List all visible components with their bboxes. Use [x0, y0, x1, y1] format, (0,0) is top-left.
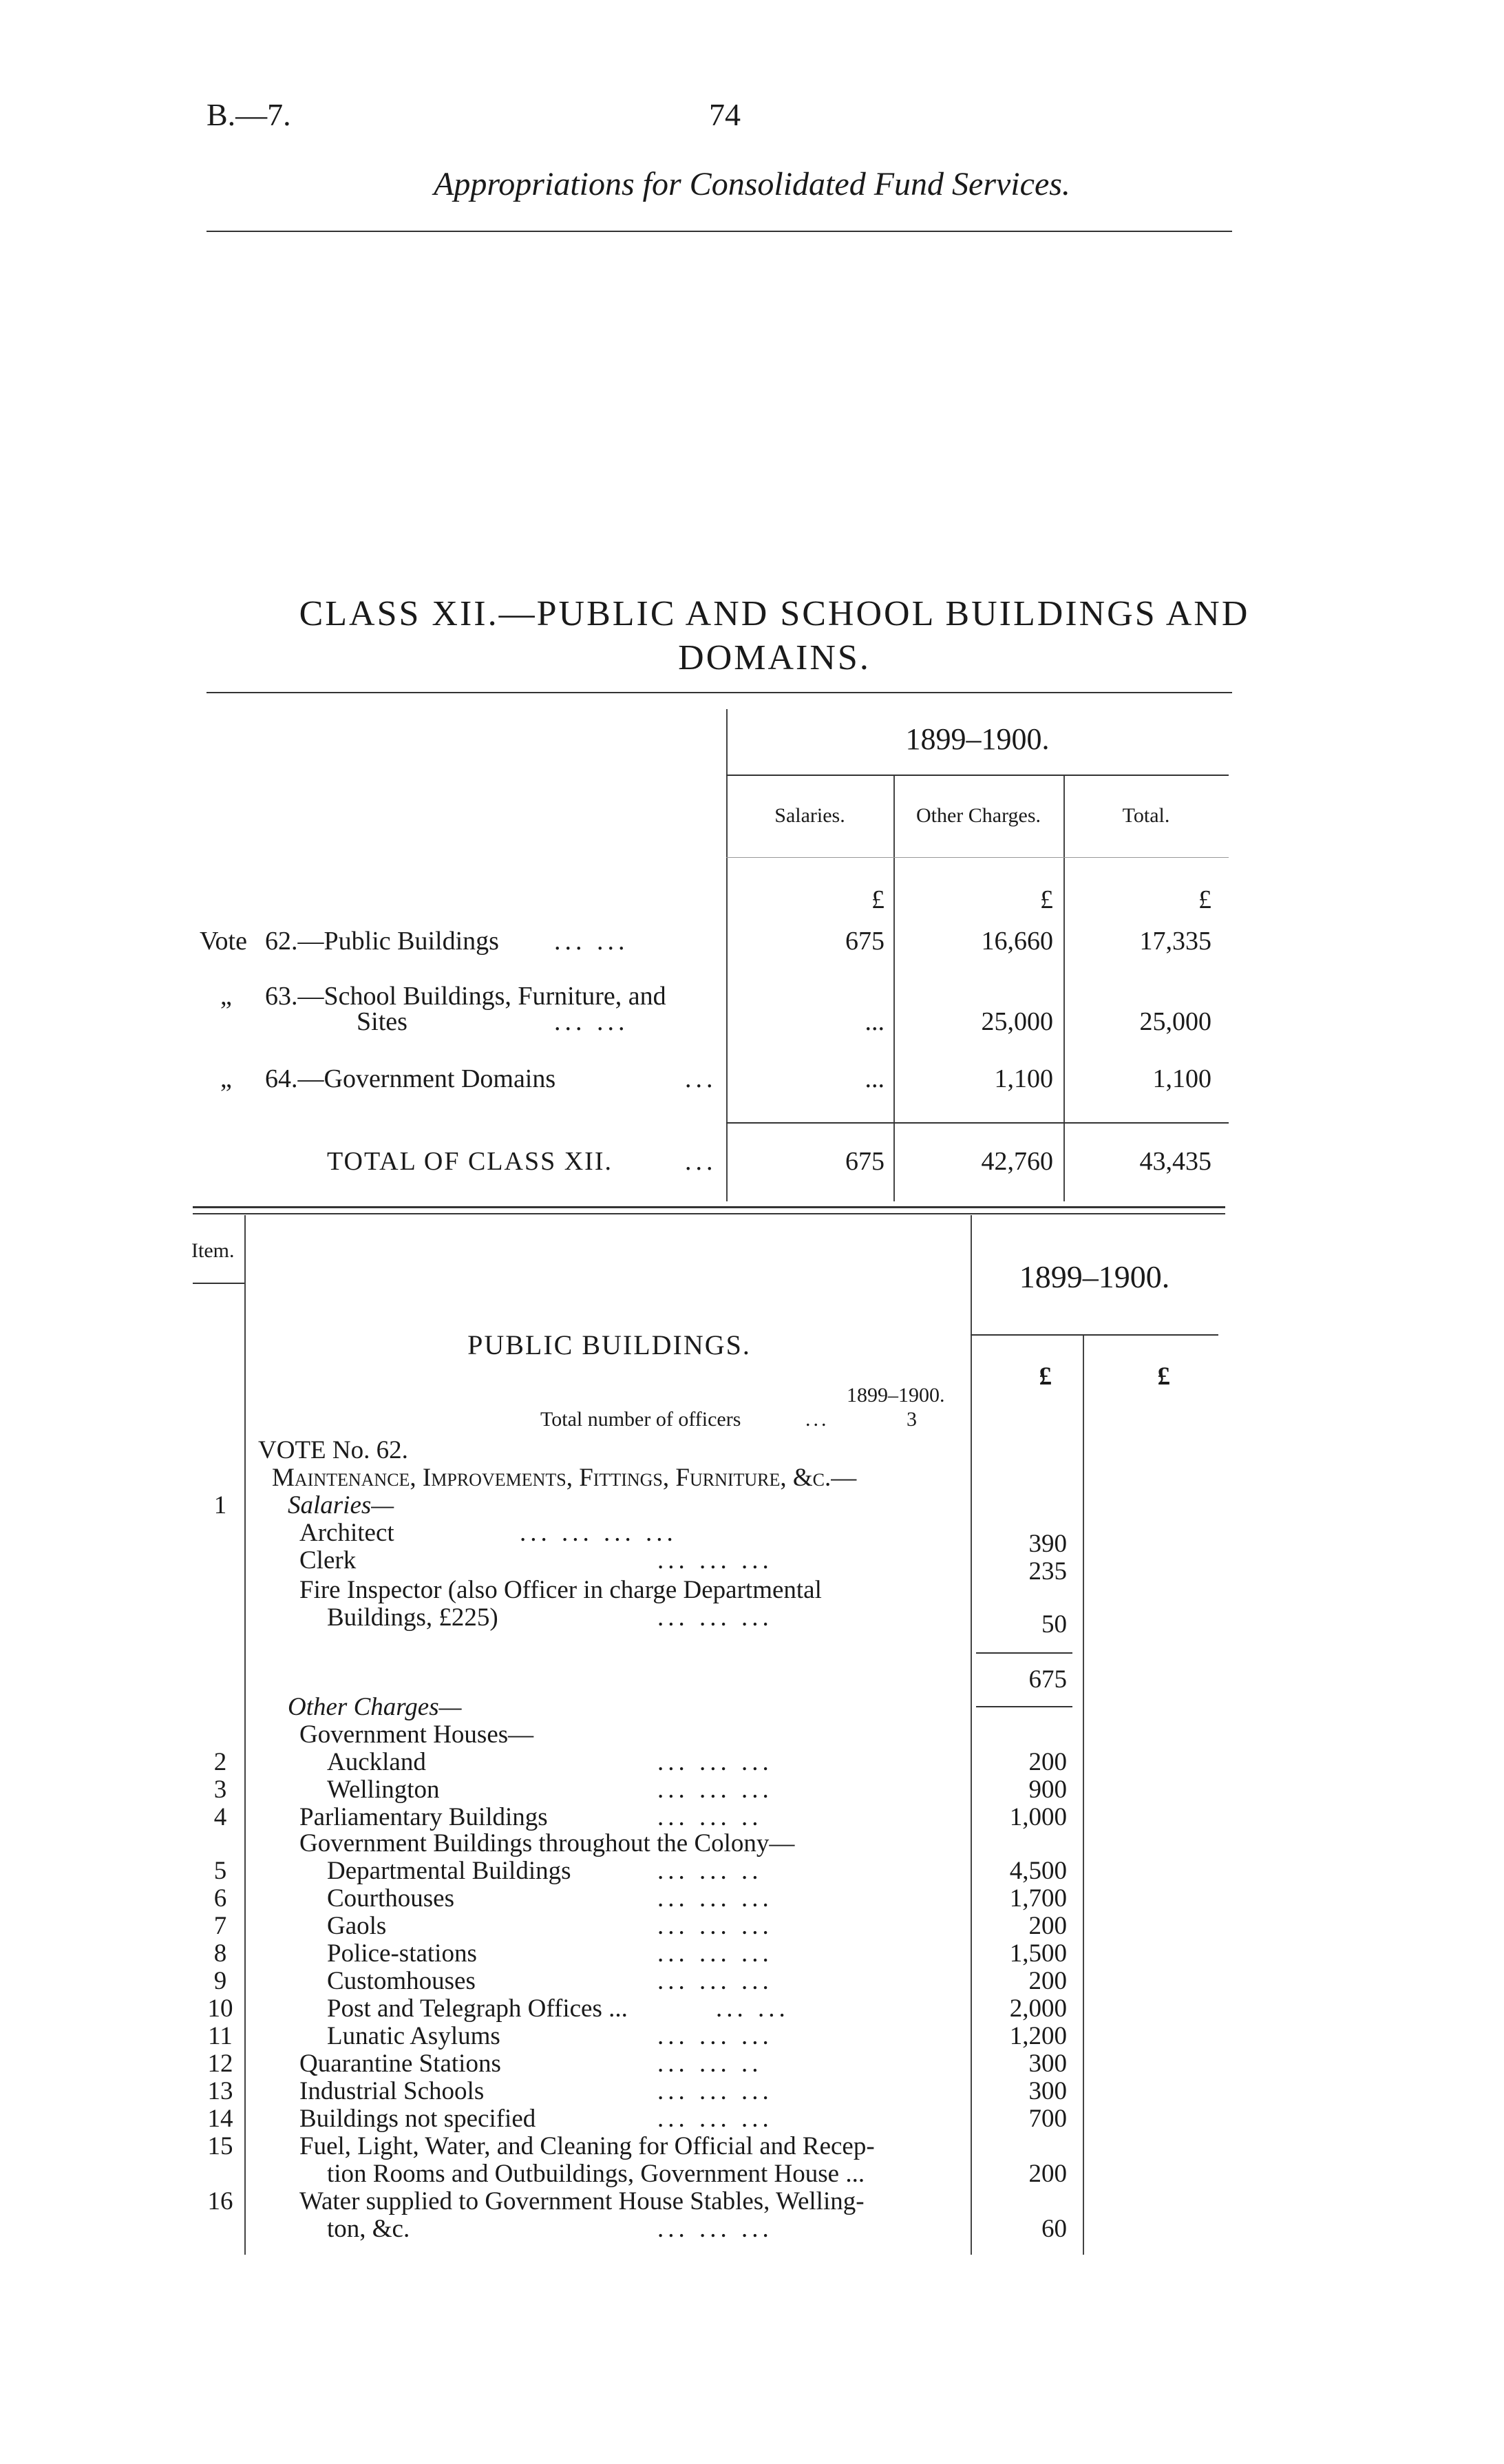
- item-dots: ... ... ..: [657, 1803, 763, 1831]
- salary-amount: 390: [1028, 1530, 1067, 1558]
- summary-head-rule: [726, 857, 1229, 858]
- summary-row-other: 25,000: [981, 1007, 1053, 1036]
- item-amount: 1,500: [1009, 1939, 1067, 1968]
- item-number: 5: [213, 1857, 227, 1885]
- detail-year-rule: [971, 1334, 1218, 1336]
- summary-currency: £: [1198, 885, 1211, 914]
- item-number: 9: [213, 1967, 227, 1995]
- item-dots: ... ... ...: [657, 2215, 773, 2243]
- item-amount: 700: [1028, 2105, 1067, 2133]
- item-amount: 200: [1028, 1748, 1067, 1776]
- detail-currency: £: [1157, 1362, 1170, 1391]
- summary-row-total: 25,000: [1139, 1007, 1211, 1036]
- item-number: 6: [213, 1884, 227, 1913]
- item-number: 15: [207, 2132, 233, 2160]
- item-label: Quarantine Stations: [299, 2050, 501, 2078]
- item-dots: ... ... ...: [657, 1884, 773, 1913]
- summary-total-label: TOTAL OF CLASS XII.: [327, 1147, 613, 1176]
- item-label: Buildings not specified: [299, 2105, 536, 2133]
- summary-row-prefix: „: [220, 1064, 232, 1093]
- item-number: 4: [213, 1803, 227, 1831]
- item-number: 13: [207, 2077, 233, 2105]
- item-number: 12: [207, 2050, 233, 2078]
- summary-row-prefix: „: [220, 982, 232, 1011]
- summary-divider-1: [726, 709, 728, 1201]
- summary-row-total: 17,335: [1139, 927, 1211, 956]
- summary-row-dots: ... ...: [554, 927, 629, 956]
- summary-year: 1899–1900.: [905, 722, 1050, 756]
- detail-item-head-rule: [193, 1283, 244, 1284]
- item-dots: ... ...: [716, 1994, 790, 2023]
- item-number: 10: [207, 1994, 233, 2023]
- summary-top-rule: [206, 692, 1232, 693]
- gov-houses-heading: Government Houses—: [299, 1720, 534, 1749]
- salary-label: Clerk: [299, 1546, 357, 1575]
- page-code: B.—7.: [206, 97, 291, 132]
- item-label-cont: tion Rooms and Outbuildings, Government House ...: [327, 2160, 865, 2188]
- item-number: 14: [207, 2105, 233, 2133]
- summary-row-dots: ...: [685, 1064, 717, 1093]
- item-dots: ... ... ..: [657, 2050, 763, 2078]
- summary-currency: £: [871, 885, 885, 914]
- item-label: Post and Telegraph Offices ...: [327, 1994, 628, 2023]
- item-dots: ... ... ..: [657, 1857, 763, 1885]
- item-label: Auckland: [327, 1748, 426, 1776]
- item-dots: ... ... ...: [657, 2105, 773, 2133]
- summary-currency: £: [1040, 885, 1053, 914]
- item-label: Lunatic Asylums: [327, 2022, 500, 2050]
- item-amount: 200: [1028, 2160, 1067, 2188]
- item-amount: 300: [1028, 2077, 1067, 2105]
- item-label: Gaols: [327, 1912, 387, 1940]
- detail-currency: £: [1039, 1362, 1052, 1391]
- item-amount: 1,000: [1009, 1803, 1067, 1831]
- summary-row-label: 62.—Public Buildings: [265, 927, 499, 956]
- class-heading-line2: DOMAINS.: [678, 638, 871, 677]
- summary-row-total: 1,100: [1152, 1064, 1211, 1093]
- class-heading-line1: CLASS XII.—PUBLIC AND SCHOOL BUILDINGS AND: [299, 594, 1250, 633]
- gov-buildings-heading: Government Buildings throughout the Colony—: [299, 1829, 795, 1857]
- summary-total-dots: ...: [685, 1147, 717, 1176]
- summary-total-salaries: 675: [845, 1147, 885, 1176]
- summary-row-other: 1,100: [994, 1064, 1053, 1093]
- item-amount: 300: [1028, 2050, 1067, 2078]
- officers-dots: ...: [805, 1408, 829, 1431]
- item-label: Customhouses: [327, 1967, 476, 1995]
- summary-row-prefix: Vote: [200, 927, 247, 956]
- summary-total-rule: [726, 1122, 1229, 1124]
- detail-amount-divider-1: [971, 1215, 972, 2255]
- item-dots: ... ... ...: [657, 1939, 773, 1968]
- summary-row-salaries: 675: [845, 927, 885, 956]
- salaries-subtotal-rule: [976, 1652, 1072, 1654]
- item-amount: 60: [1041, 2215, 1067, 2243]
- item-number: 8: [213, 1939, 227, 1968]
- detail-top-rule: [193, 1206, 1225, 1208]
- item-dots: ... ... ...: [657, 2077, 773, 2105]
- item-number: 16: [207, 2187, 233, 2215]
- detail-year: 1899–1900.: [1019, 1259, 1170, 1294]
- summary-row-label: 63.—School Buildings, Furniture, and: [265, 982, 666, 1011]
- item-number: 7: [213, 1912, 227, 1940]
- item-label-cont: ton, &c.: [327, 2215, 410, 2243]
- summary-total-total: 43,435: [1139, 1147, 1211, 1176]
- salary-dots: ... ... ...: [657, 1603, 773, 1632]
- item-number: 11: [208, 2022, 233, 2050]
- summary-row-salaries: ...: [865, 1007, 885, 1036]
- detail-item-header: Item.: [191, 1239, 235, 1262]
- salary-label: Architect: [299, 1519, 394, 1547]
- item-dots: ... ... ...: [657, 1912, 773, 1940]
- summary-row-dots: ... ...: [554, 1007, 629, 1036]
- salary-amount: 235: [1028, 1557, 1067, 1586]
- item-dots: ... ... ...: [657, 2022, 773, 2050]
- summary-col-total: Total.: [1122, 804, 1170, 827]
- item-amount: 4,500: [1009, 1857, 1067, 1885]
- page-subtitle: Appropriations for Consolidated Fund Services.: [434, 166, 1070, 202]
- item-number: 3: [213, 1776, 227, 1804]
- summary-divider-2: [893, 775, 895, 1201]
- item-amount: 2,000: [1009, 1994, 1067, 2023]
- item-amount: 200: [1028, 1912, 1067, 1940]
- summary-col-salaries: Salaries.: [774, 804, 845, 827]
- salary-dots: ... ... ...: [657, 1546, 773, 1575]
- item-dots: ... ... ...: [657, 1776, 773, 1804]
- officers-count: 3: [907, 1408, 917, 1431]
- item-label: Parliamentary Buildings: [299, 1803, 548, 1831]
- item-number: 1: [213, 1491, 227, 1519]
- item-label: Police-stations: [327, 1939, 477, 1968]
- header-rule: [206, 231, 1232, 232]
- item-number: 2: [213, 1748, 227, 1776]
- salaries-subtotal-rule-bottom: [976, 1706, 1072, 1707]
- item-label: Wellington: [327, 1776, 440, 1804]
- item-dots: ... ... ...: [657, 1748, 773, 1776]
- item-label: Fuel, Light, Water, and Cleaning for Official and Recep-: [299, 2132, 875, 2160]
- summary-col-other: Other Charges.: [915, 804, 1041, 827]
- summary-row-salaries: ...: [865, 1064, 885, 1093]
- detail-amount-divider-2: [1083, 1336, 1084, 2255]
- summary-year-rule: [726, 775, 1229, 776]
- maintenance-heading: Maintenance, Improvements, Fittings, Furniture, &c.—: [272, 1464, 857, 1492]
- salary-label-cont: Buildings, £225): [327, 1603, 498, 1632]
- summary-row-other: 16,660: [981, 927, 1053, 956]
- class-heading: [138, 592, 1411, 680]
- officers-year: 1899–1900.: [847, 1384, 945, 1407]
- item-amount: 1,700: [1009, 1884, 1067, 1913]
- other-charges-heading: Other Charges—: [288, 1693, 462, 1721]
- item-amount: 200: [1028, 1967, 1067, 1995]
- summary-row-label-cont: Sites: [357, 1007, 407, 1036]
- salaries-heading: Salaries—: [288, 1491, 394, 1519]
- item-label: Courthouses: [327, 1884, 454, 1913]
- summary-total-other: 42,760: [981, 1147, 1053, 1176]
- item-amount: 900: [1028, 1776, 1067, 1804]
- vote-number: VOTE No. 62.: [258, 1436, 408, 1464]
- item-dots: ... ... ...: [657, 1967, 773, 1995]
- item-label: Departmental Buildings: [327, 1857, 571, 1885]
- item-label: Water supplied to Government House Stables, Welling-: [299, 2187, 865, 2215]
- salary-amount: 50: [1041, 1610, 1067, 1639]
- summary-row-label: 64.—Government Domains: [265, 1064, 556, 1093]
- detail-top-rule-2: [193, 1213, 1225, 1214]
- item-amount: 1,200: [1009, 2022, 1067, 2050]
- officers-label: Total number of officers: [540, 1408, 741, 1431]
- item-label: Industrial Schools: [299, 2077, 485, 2105]
- salary-dots: ... ... ... ...: [520, 1519, 677, 1547]
- section-title: PUBLIC BUILDINGS.: [467, 1329, 751, 1360]
- salaries-subtotal: 675: [1028, 1665, 1067, 1694]
- summary-divider-3: [1063, 775, 1065, 1201]
- page-number: 74: [709, 97, 741, 132]
- salary-label: Fire Inspector (also Officer in charge Departmental: [299, 1576, 822, 1604]
